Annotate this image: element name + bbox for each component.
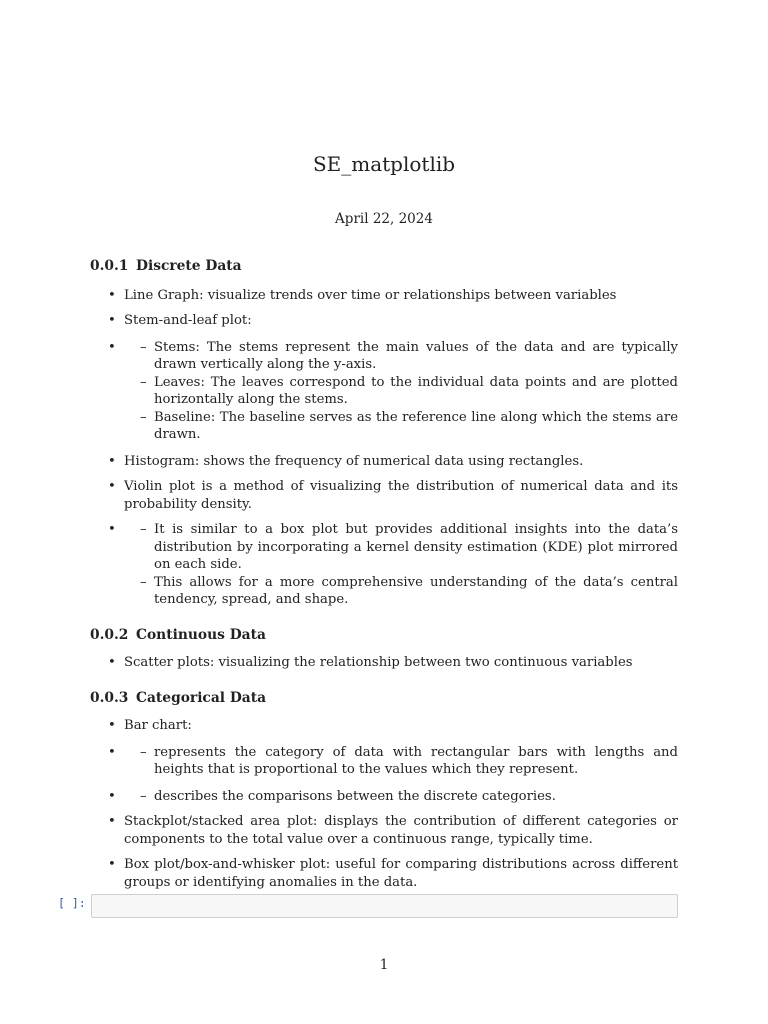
sub-list (124, 521, 678, 609)
bullet-list (90, 654, 678, 672)
sub-list (124, 788, 678, 806)
list-item-text: Box plot/box-and-whisker plot: useful for comparing distributions across different groups or identifying anomalies in the data. (124, 857, 678, 890)
section-heading (90, 690, 678, 708)
list-item (90, 287, 678, 305)
section-title: Discrete Data (136, 258, 242, 274)
list-item (90, 478, 678, 513)
notebook-code-cell (58, 894, 678, 918)
section-heading (90, 258, 678, 276)
section-number: 0.0.3 (90, 689, 129, 706)
list-item-text: Scatter plots: visualizing the relationship between two continuous variables (124, 655, 633, 670)
sub-list-item: – • describes the comparisons between the discrete categories. (124, 788, 678, 806)
sub-list-item: – • Stems: The stems represent the main values of the data and are typically drawn vertically along the y-axis. (124, 339, 678, 374)
page-number: 1 (379, 957, 389, 973)
list-item (90, 717, 678, 735)
list-item-text: Line Graph: visualize trends over time or relationships between variables (124, 287, 617, 303)
list-item-text: Histogram: shows the frequency of numerical data using rectangles. (124, 453, 584, 469)
document-date: April 22, 2024 (335, 211, 433, 227)
cell-prompt: [ ]: (58, 896, 86, 910)
list-item (90, 813, 678, 848)
list-item (90, 856, 678, 891)
bullet-list (90, 287, 678, 609)
list-item (90, 339, 678, 444)
document-title: SE_matplotlib (312, 152, 456, 176)
list-item (90, 312, 678, 330)
sub-list (124, 339, 678, 444)
sub-list-item: – • It is similar to a box plot but provides additional insights into the data’s distribution by incorporating a kernel density estimation (KDE) plot mirrored on each side. (124, 521, 678, 574)
list-item-text: Stem-and-leaf plot: (124, 313, 252, 328)
list-item (90, 788, 678, 806)
section-number: 0.0.2 (90, 626, 129, 643)
sub-list-item: – Leaves: The leaves correspond to the individual data points and are plotted horizontally along the stems. (124, 374, 678, 409)
document-body (90, 258, 678, 917)
list-item-text: Stackplot/stacked area plot: displays the contribution of different categories or components to the total value over a continuous range, typically time. (124, 814, 678, 847)
list-item (90, 521, 678, 609)
section-number: 0.0.1 (90, 258, 129, 274)
sub-list-item: – • represents the category of data with rectangular bars with lengths and heights that is proportional to the values which they represent. (124, 744, 678, 779)
code-input-area[interactable] (91, 894, 678, 918)
list-item-text: Bar chart: (124, 718, 192, 733)
section-heading (90, 627, 678, 645)
list-item (90, 453, 678, 471)
sub-list (124, 744, 678, 779)
section-title: Categorical Data (136, 689, 267, 706)
sub-list-item: – This allows for a more comprehensive understanding of the data’s central tendency, spread, and shape. (124, 574, 678, 609)
section-title: Continuous Data (136, 626, 266, 643)
list-item (90, 744, 678, 779)
sub-list-item: – Baseline: The baseline serves as the reference line along which the stems are drawn. (124, 409, 678, 444)
list-item (90, 654, 678, 672)
list-item-text: Violin plot is a method of visualizing the distribution of numerical data and its probability density. (124, 479, 678, 512)
bullet-list (90, 717, 678, 917)
